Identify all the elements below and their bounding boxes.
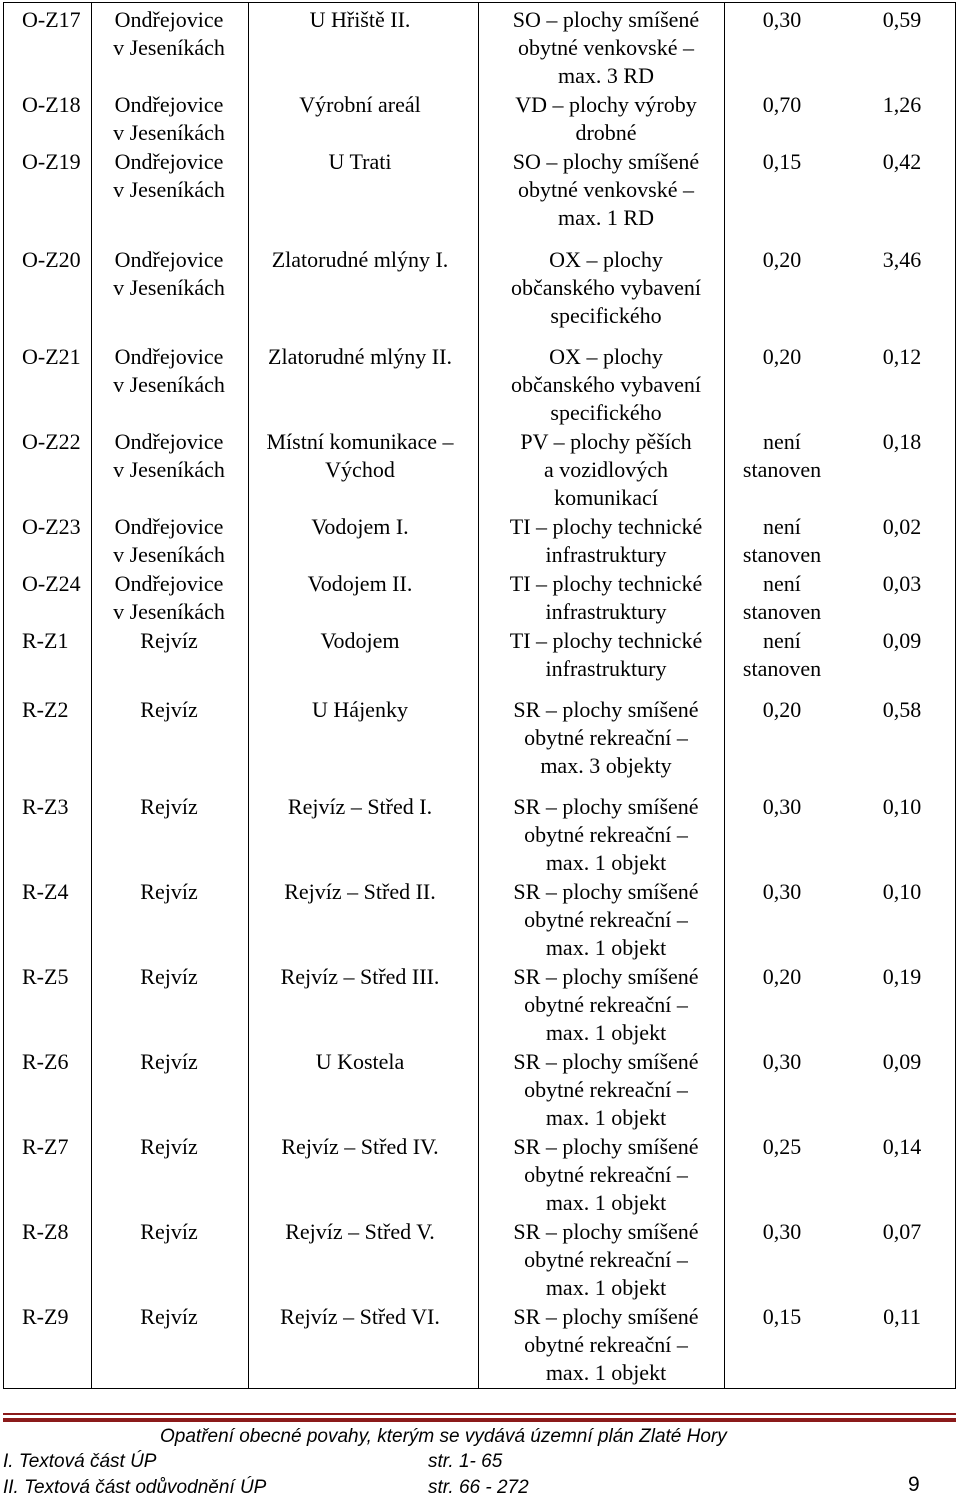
locality-name-line: Zlatorudné mlýny I. <box>271 247 449 272</box>
municipality-line: v Jeseníkách <box>113 542 225 567</box>
land-use-line: občanského vybavení <box>511 275 701 300</box>
land-use-line: SR – plochy smíšené <box>513 964 699 989</box>
value-a-line: 0,20 <box>762 964 802 989</box>
land-use <box>495 1133 717 1217</box>
land-use-line: max. 1 objekt <box>545 1190 667 1215</box>
land-use-line: obytné rekreační – <box>524 907 688 932</box>
value-b: 0,09 <box>882 1049 922 1074</box>
municipality <box>89 6 249 62</box>
locality-name-line: Vodojem I. <box>311 514 409 539</box>
land-use-line: obytné venkovské – <box>518 35 694 60</box>
footer-rule <box>3 1418 956 1422</box>
municipality <box>89 513 249 569</box>
municipality-line: v Jeseníkách <box>113 457 225 482</box>
land-use-line: a vozidlových <box>543 457 669 482</box>
municipality <box>89 428 249 484</box>
municipality-line: Rejvíz <box>140 1049 198 1074</box>
municipality-line: Ondřejovice <box>114 92 224 117</box>
municipality <box>89 1218 249 1246</box>
land-use-line: max. 1 objekt <box>545 1020 667 1045</box>
municipality <box>89 793 249 821</box>
land-use <box>495 513 717 569</box>
land-use-line: obytné rekreační – <box>524 1247 688 1272</box>
land-use <box>495 1048 717 1132</box>
locality-name <box>248 1218 472 1246</box>
municipality-line: Ondřejovice <box>114 7 224 32</box>
land-use-line: SR – plochy smíšené <box>513 1219 699 1244</box>
value-b: 0,07 <box>882 1219 922 1244</box>
municipality <box>89 246 249 302</box>
value-a <box>732 627 832 683</box>
land-use <box>495 696 717 780</box>
land-use-line: obytné rekreační – <box>524 1162 688 1187</box>
land-use-line: SR – plochy smíšené <box>513 697 699 722</box>
footer-part1-label: I. Textová část ÚP <box>3 1451 157 1472</box>
municipality <box>89 878 249 906</box>
value-a <box>732 148 832 176</box>
land-use-line: VD – plochy výroby <box>515 92 697 117</box>
land-use-line: SO – plochy smíšené <box>512 149 700 174</box>
zone-code: O-Z18 <box>22 92 81 117</box>
municipality-line: v Jeseníkách <box>113 275 225 300</box>
municipality-line: Rejvíz <box>140 1134 198 1159</box>
locality-name-line: Vodojem <box>320 628 400 653</box>
value-a <box>732 793 832 821</box>
zone-code: O-Z19 <box>22 149 81 174</box>
land-use-line: infrastruktury <box>545 599 667 624</box>
land-use <box>495 793 717 877</box>
land-use-line: max. 3 RD <box>558 63 654 88</box>
municipality <box>89 91 249 147</box>
value-a <box>732 428 832 484</box>
locality-name-line: Rejvíz – Střed III. <box>280 964 440 989</box>
locality-name-line: Rejvíz – Střed V. <box>285 1219 435 1244</box>
value-a-line: 0,30 <box>762 794 802 819</box>
value-b: 0,10 <box>882 794 922 819</box>
locality-name <box>248 91 472 119</box>
value-a-line: 0,30 <box>762 1219 802 1244</box>
land-use-line: infrastruktury <box>545 656 667 681</box>
value-a-line: 0,30 <box>762 7 802 32</box>
municipality-line: v Jeseníkách <box>113 35 225 60</box>
land-use <box>495 428 717 512</box>
municipality <box>89 343 249 399</box>
value-a-line: 0,70 <box>762 92 802 117</box>
value-b: 0,10 <box>882 879 922 904</box>
value-a <box>732 1133 832 1161</box>
municipality-line: Rejvíz <box>140 1304 198 1329</box>
municipality-line: Ondřejovice <box>114 429 224 454</box>
value-a-line: 0,30 <box>762 1049 802 1074</box>
value-a <box>732 570 832 626</box>
municipality-line: Ondřejovice <box>114 247 224 272</box>
value-a <box>732 343 832 371</box>
land-use <box>495 1218 717 1302</box>
value-b: 0,03 <box>882 571 922 596</box>
land-use-line: max. 1 objekt <box>545 1360 667 1385</box>
value-a-line: není <box>763 429 801 454</box>
locality-name-line: Rejvíz – Střed I. <box>287 794 433 819</box>
value-a <box>732 246 832 274</box>
zone-code: O-Z22 <box>22 429 81 454</box>
value-b: 0,59 <box>882 7 922 32</box>
land-use-line: komunikací <box>554 485 658 510</box>
locality-name <box>248 1133 472 1161</box>
municipality <box>89 1303 249 1331</box>
footer-part1-pages: str. 1- 65 <box>428 1451 503 1472</box>
value-b: 1,26 <box>882 92 922 117</box>
page-number: 9 <box>908 1473 920 1496</box>
zone-code: R-Z7 <box>22 1134 69 1159</box>
zone-code: R-Z4 <box>22 879 69 904</box>
locality-name <box>248 1048 472 1076</box>
locality-name-line: Vodojem II. <box>307 571 413 596</box>
municipality <box>89 1048 249 1076</box>
locality-name <box>248 696 472 724</box>
land-use-line: SR – plochy smíšené <box>513 1304 699 1329</box>
municipality <box>89 963 249 991</box>
zone-code: O-Z23 <box>22 514 81 539</box>
municipality-line: Rejvíz <box>140 964 198 989</box>
value-b: 0,11 <box>883 1304 921 1329</box>
land-use-line: obytné rekreační – <box>524 1332 688 1357</box>
value-b: 0,58 <box>882 697 922 722</box>
value-a-line: stanoven <box>742 457 822 482</box>
municipality-line: Rejvíz <box>140 1219 198 1244</box>
locality-name <box>248 428 472 484</box>
value-b: 0,18 <box>882 429 922 454</box>
locality-name-line: U Hájenky <box>312 697 408 722</box>
value-a <box>732 1048 832 1076</box>
municipality-line: Rejvíz <box>140 879 198 904</box>
land-use-line: obytné venkovské – <box>518 177 694 202</box>
municipality-line: Rejvíz <box>140 794 198 819</box>
value-b: 0,12 <box>882 344 922 369</box>
locality-name <box>248 6 472 34</box>
land-use-line: SR – plochy smíšené <box>513 794 699 819</box>
value-a-line: není <box>763 571 801 596</box>
land-use-line: max. 3 objekty <box>540 753 672 778</box>
municipality-line: v Jeseníkách <box>113 120 225 145</box>
value-a <box>732 878 832 906</box>
land-use-line: obytné rekreační – <box>524 822 688 847</box>
locality-name <box>248 963 472 991</box>
zone-code: O-Z20 <box>22 247 81 272</box>
value-a <box>732 1303 832 1331</box>
value-a <box>732 1218 832 1246</box>
land-use-line: max. 1 objekt <box>545 850 667 875</box>
land-use-line: obytné rekreační – <box>524 992 688 1017</box>
value-a-line: není <box>763 514 801 539</box>
locality-name-line: Místní komunikace – <box>266 429 454 454</box>
zone-code: R-Z5 <box>22 964 69 989</box>
value-a-line: stanoven <box>742 656 822 681</box>
municipality-line: Ondřejovice <box>114 149 224 174</box>
land-use <box>495 570 717 626</box>
locality-name-line: Rejvíz – Střed IV. <box>281 1134 439 1159</box>
value-a-line: 0,20 <box>762 697 802 722</box>
zone-code: O-Z21 <box>22 344 81 369</box>
value-a <box>732 696 832 724</box>
land-use-line: max. 1 objekt <box>545 935 667 960</box>
zone-code: R-Z6 <box>22 1049 69 1074</box>
value-a-line: 0,20 <box>762 344 802 369</box>
land-use <box>495 963 717 1047</box>
value-a-line: stanoven <box>742 542 822 567</box>
value-a-line: 0,15 <box>762 149 802 174</box>
zone-code: R-Z2 <box>22 697 69 722</box>
municipality <box>89 627 249 655</box>
value-b: 0,02 <box>882 514 922 539</box>
land-use-line: TI – plochy technické <box>509 571 703 596</box>
land-use-line: SR – plochy smíšené <box>513 1134 699 1159</box>
column-divider <box>724 3 725 1388</box>
locality-name-line: U Trati <box>328 149 392 174</box>
footer-rule <box>3 1413 956 1415</box>
locality-name <box>248 570 472 598</box>
value-a-line: 0,20 <box>762 247 802 272</box>
locality-name-line: Výrobní areál <box>299 92 421 117</box>
land-use-line: PV – plochy pěších <box>520 429 692 454</box>
locality-name-line: Rejvíz – Střed II. <box>284 879 436 904</box>
locality-name-line: Východ <box>325 457 395 482</box>
value-a <box>732 91 832 119</box>
column-divider <box>478 3 479 1388</box>
municipality <box>89 696 249 724</box>
locality-name <box>248 793 472 821</box>
land-use-line: obytné rekreační – <box>524 1077 688 1102</box>
value-a-line: 0,15 <box>762 1304 802 1329</box>
municipality-line: v Jeseníkách <box>113 372 225 397</box>
locality-name <box>248 148 472 176</box>
locality-name <box>248 1303 472 1331</box>
land-use <box>495 246 717 330</box>
municipality-line: Ondřejovice <box>114 571 224 596</box>
municipality-line: v Jeseníkách <box>113 599 225 624</box>
footer-part2-pages: str. 66 - 272 <box>428 1477 529 1498</box>
value-a-line: 0,30 <box>762 879 802 904</box>
locality-name <box>248 878 472 906</box>
land-use-line: specifického <box>550 303 662 328</box>
zones-table <box>3 2 956 1389</box>
land-use <box>495 91 717 147</box>
locality-name-line: U Kostela <box>315 1049 405 1074</box>
land-use-line: specifického <box>550 400 662 425</box>
locality-name-line: Rejvíz – Střed VI. <box>280 1304 440 1329</box>
land-use-line: OX – plochy <box>549 247 663 272</box>
value-a <box>732 513 832 569</box>
zone-code: O-Z17 <box>22 7 81 32</box>
land-use-line: SR – plochy smíšené <box>513 1049 699 1074</box>
locality-name <box>248 343 472 371</box>
value-a-line: stanoven <box>742 599 822 624</box>
land-use-line: max. 1 RD <box>558 205 654 230</box>
municipality-line: Rejvíz <box>140 628 198 653</box>
value-a <box>732 963 832 991</box>
zone-code: R-Z9 <box>22 1304 69 1329</box>
land-use-line: max. 1 objekt <box>545 1275 667 1300</box>
locality-name <box>248 246 472 274</box>
footer-part2-label: II. Textová část odůvodnění ÚP <box>3 1477 267 1498</box>
value-b: 3,46 <box>882 247 922 272</box>
land-use-line: drobné <box>575 120 637 145</box>
zone-code: R-Z3 <box>22 794 69 819</box>
value-b: 0,42 <box>882 149 922 174</box>
land-use <box>495 1303 717 1387</box>
land-use-line: TI – plochy technické <box>509 628 703 653</box>
value-b: 0,19 <box>882 964 922 989</box>
land-use <box>495 343 717 427</box>
value-a <box>732 6 832 34</box>
land-use-line: obytné rekreační – <box>524 725 688 750</box>
municipality-line: Rejvíz <box>140 697 198 722</box>
land-use <box>495 878 717 962</box>
municipality-line: Ondřejovice <box>114 344 224 369</box>
land-use-line: SO – plochy smíšené <box>512 7 700 32</box>
value-b: 0,14 <box>882 1134 922 1159</box>
land-use <box>495 6 717 90</box>
land-use <box>495 148 717 232</box>
zone-code: R-Z8 <box>22 1219 69 1244</box>
value-b: 0,09 <box>882 628 922 653</box>
land-use-line: občanského vybavení <box>511 372 701 397</box>
locality-name <box>248 513 472 541</box>
zone-code: O-Z24 <box>22 571 81 596</box>
locality-name-line: U Hřiště II. <box>309 7 411 32</box>
municipality-line: Ondřejovice <box>114 514 224 539</box>
land-use-line: max. 1 objekt <box>545 1105 667 1130</box>
zone-code: R-Z1 <box>22 628 69 653</box>
land-use-line: infrastruktury <box>545 542 667 567</box>
municipality-line: v Jeseníkách <box>113 177 225 202</box>
municipality <box>89 1133 249 1161</box>
land-use-line: OX – plochy <box>549 344 663 369</box>
municipality <box>89 570 249 626</box>
land-use <box>495 627 717 683</box>
municipality <box>89 148 249 204</box>
land-use-line: TI – plochy technické <box>509 514 703 539</box>
value-a-line: není <box>763 628 801 653</box>
locality-name-line: Zlatorudné mlýny II. <box>268 344 452 369</box>
land-use-line: SR – plochy smíšené <box>513 879 699 904</box>
value-a-line: 0,25 <box>762 1134 802 1159</box>
footer-title: Opatření obecné povahy, kterým se vydává územní plán Zlaté Hory <box>160 1426 727 1447</box>
locality-name <box>248 627 472 655</box>
